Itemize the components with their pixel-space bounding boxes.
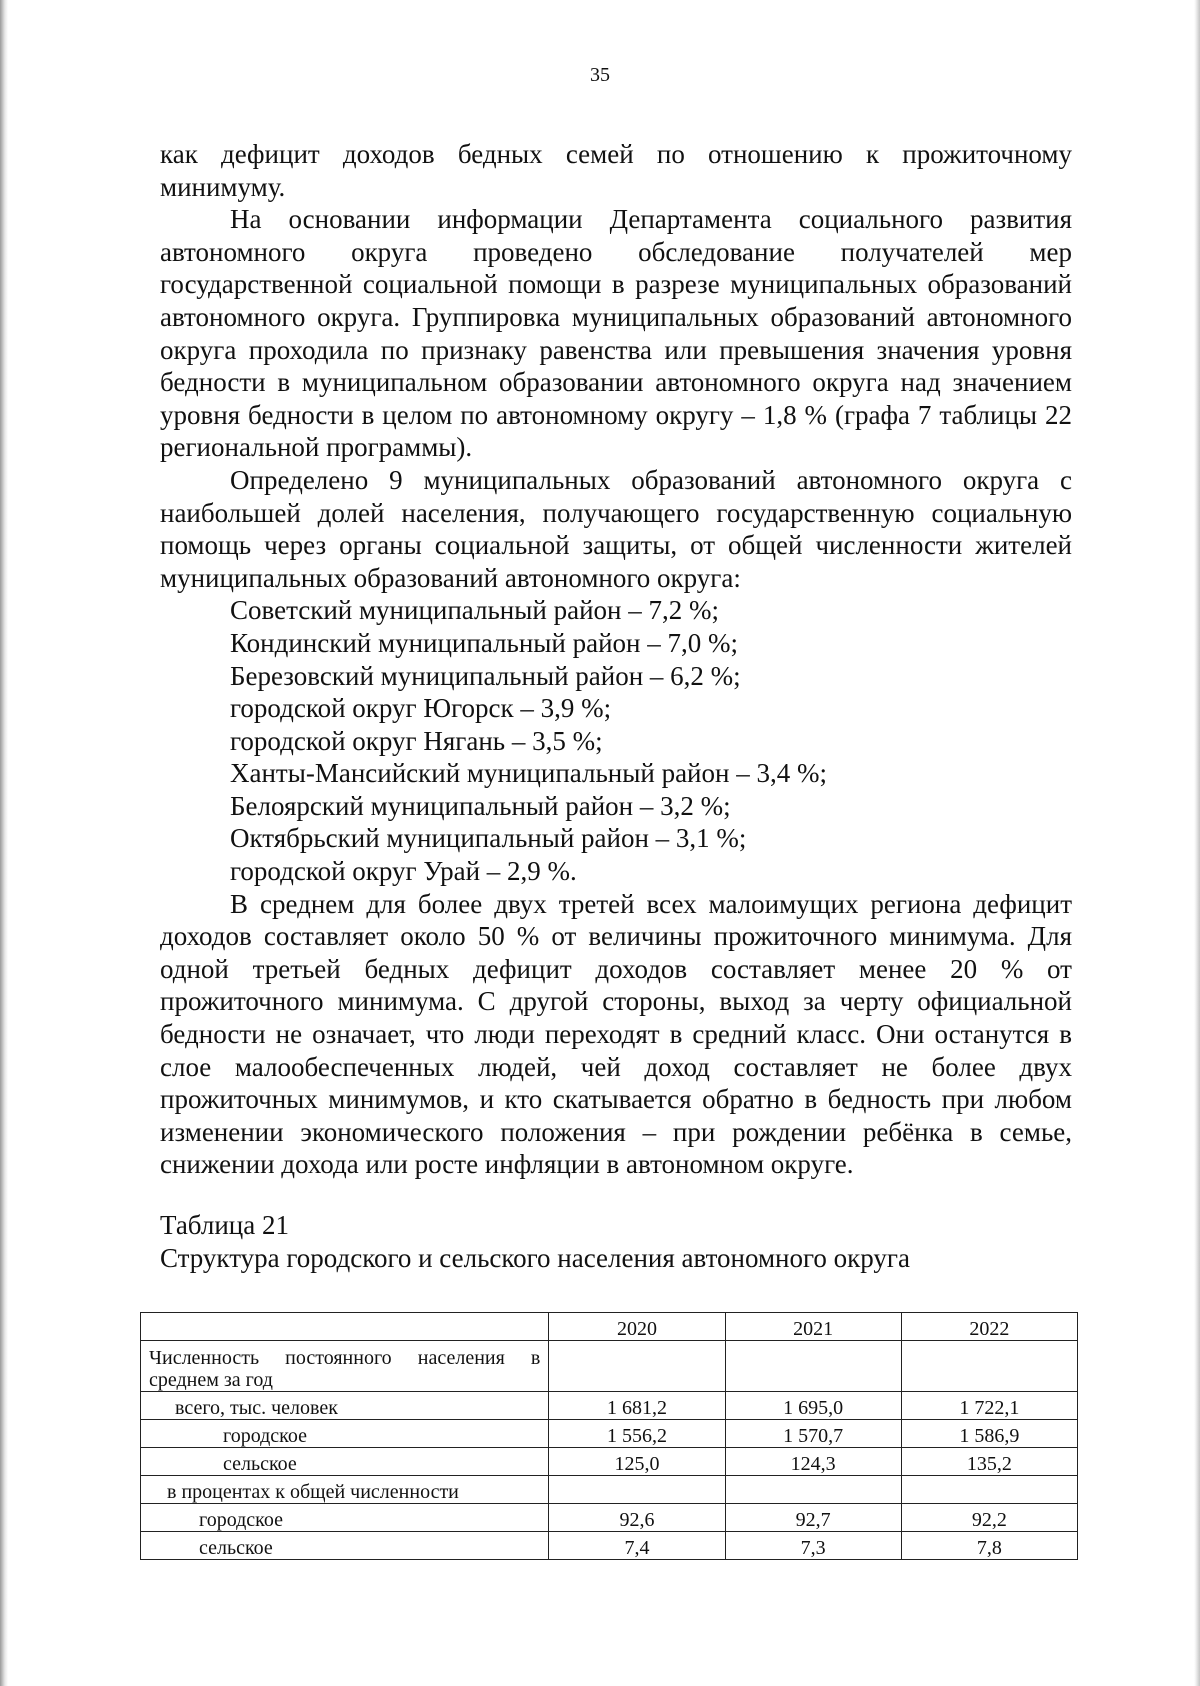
page-number: 35 (590, 64, 610, 86)
list-item: Ханты-Мансийский муниципальный район – 3,4 %; (230, 758, 827, 789)
table-caption: Таблица 21 (160, 1210, 289, 1240)
list-item: городской округ Урай – 2,9 %. (230, 856, 577, 887)
row-value: 7,8 (901, 1532, 1077, 1560)
body-text (160, 138, 1072, 1274)
table-header-year: 2021 (725, 1313, 901, 1341)
municipality-list (160, 594, 1072, 887)
list-item: Советский муниципальный район – 7,2 %; (230, 595, 719, 626)
row-value: 1 586,9 (901, 1420, 1077, 1448)
list-item: Октябрьский муниципальный район – 3,1 %; (230, 823, 747, 854)
table-row (141, 1392, 1078, 1420)
scan-edge-right (1194, 0, 1200, 1686)
row-label: в процентах к общей численности (141, 1476, 549, 1504)
row-label: городское (141, 1504, 549, 1532)
row-value: 135,2 (901, 1448, 1077, 1476)
table-row (141, 1532, 1078, 1560)
table-row (141, 1448, 1078, 1476)
row-value: 1 681,2 (549, 1392, 725, 1420)
row-value: 1 695,0 (725, 1392, 901, 1420)
row-label: сельское (141, 1448, 549, 1476)
table-row (141, 1341, 1078, 1392)
paragraph-survey: На основании информации Департамента социального развития автономного округа проведено обследование получателей мер государственной социальной помощи в разрезе муниципальных образований автономного округа. Группировка муниципальных образований автономного округа проходила по признаку равенства или превышения значения уровня бедности в муниципальном образовании автономного округа над значением уровня бедности в целом по автономному округу – 1,8 % (графа 7 таблицы 22 региональной программы). (160, 204, 1072, 463)
row-value: 1 722,1 (901, 1392, 1077, 1420)
row-value (901, 1341, 1077, 1392)
table-header-empty (141, 1313, 549, 1341)
row-value (725, 1341, 901, 1392)
row-value (725, 1476, 901, 1504)
list-item: Березовский муниципальный район – 6,2 %; (230, 660, 741, 691)
table-header-row (141, 1313, 1078, 1341)
table-row (141, 1420, 1078, 1448)
paragraph-continuation: как дефицит доходов бедных семей по отношению к прожиточному минимуму. (160, 139, 1072, 202)
row-label: всего, тыс. человек (141, 1392, 549, 1420)
row-value (549, 1476, 725, 1504)
list-item: городской округ Югорск – 3,9 %; (230, 693, 612, 724)
row-value (549, 1341, 725, 1392)
row-value: 1 556,2 (549, 1420, 725, 1448)
table-title: Структура городского и сельского населения автономного округа (160, 1242, 910, 1273)
table-row (141, 1504, 1078, 1532)
row-value: 92,7 (725, 1504, 901, 1532)
list-item: Кондинский муниципальный район – 7,0 %; (230, 627, 739, 658)
table-row (141, 1476, 1078, 1504)
row-value: 92,2 (901, 1504, 1077, 1532)
list-item: городской округ Нягань – 3,5 %; (230, 725, 603, 756)
row-label: городское (141, 1420, 549, 1448)
row-value: 1 570,7 (725, 1420, 901, 1448)
paragraph-municipalities-intro: Определено 9 муниципальных образований автономного округа с наибольшей долей населения, получающего государственную социальную помощь через органы социальной защиты, от общей численности жителей муниципальных образований автономного округа: (160, 464, 1072, 593)
scan-edge-left (0, 0, 8, 1686)
row-value: 124,3 (725, 1448, 901, 1476)
row-label: сельское (141, 1532, 549, 1560)
row-value: 92,6 (549, 1504, 725, 1532)
population-structure-table (140, 1312, 1078, 1560)
row-value: 125,0 (549, 1448, 725, 1476)
row-value: 7,3 (725, 1532, 901, 1560)
table-header-year: 2020 (549, 1313, 725, 1341)
row-value: 7,4 (549, 1532, 725, 1560)
row-label: Численность постоянного населения в среднем за год (141, 1341, 549, 1392)
paragraph-deficit: В среднем для более двух третей всех малоимущих региона дефицит доходов составляет около 50 % от величины прожиточного минимума. Для одной третьей бедных дефицит доходов составляет менее 20 % от прожиточного минимума. С другой стороны, выход за черту официальной бедности не означает, что люди переходят в средний класс. Они останутся в слое малообеспеченных людей, чей доход составляет не более двух прожиточных минимумов, и кто скатывается обратно в бедность при любом изменении экономического положения – при рождении ребёнка в семье, снижении дохода или росте инфляции в автономном округе. (160, 888, 1072, 1180)
list-item: Белоярский муниципальный район – 3,2 %; (230, 790, 731, 821)
table-header-year: 2022 (901, 1313, 1077, 1341)
row-value (901, 1476, 1077, 1504)
